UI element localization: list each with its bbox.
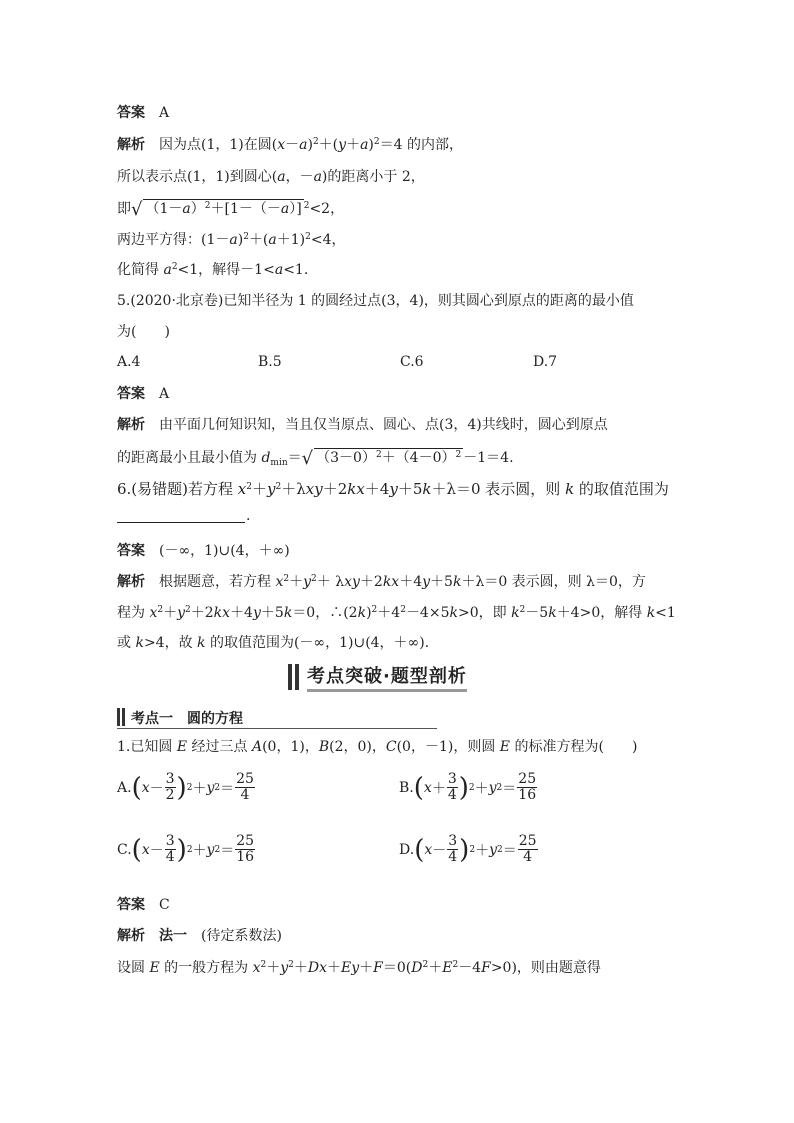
- q6-stem: 6.(易错题)若方程 $x^2+y^2+\lambda xy+2kx+4y+5k+\lambda=0$ 表示圆，则 k 的取值范围为: [117, 480, 669, 498]
- banner-title: 考点突破·题型剖析: [307, 662, 467, 692]
- analysis-line-2: 所以表示点(1，1)到圆心(a，－a)的距离小于 2，: [117, 169, 425, 185]
- analysis-line-1: 解析 因为点(1，1)在圆$(x-a)^2+(y+a)^2=4$ 的内部，: [117, 137, 463, 153]
- q1-stem: 1.已知圆 E 经过三点 A(0，1)，B(2，0)，C(0，－1)，则圆 E 的标准方程为( ): [117, 739, 638, 755]
- section-bar-icon: [117, 708, 120, 726]
- q6-analysis-line-2: 程为 $x^2+y^2+2kx+4y+5k=0$，$\therefore(2k)^2+4^2-4\times 5k>0$，即 $k^2-5k+4>0$，解得 k<1: [117, 605, 676, 621]
- section-bar-icon: [122, 708, 125, 726]
- q1-analysis-method: 解析 法一 (待定系数法): [117, 928, 282, 944]
- q5-option-d: D.7: [533, 354, 558, 370]
- q1-option-c: C. ( x － $\frac{3}{4}$ ) 2 ＋ y 2 ＝ $\frac{25}{16}$: [117, 833, 255, 865]
- section-underline: [117, 728, 437, 729]
- q6-analysis-line-3: 或 k>4，故 k 的取值范围为(－∞，1)∪(4，＋∞).: [117, 635, 430, 651]
- q1-option-b: B. ( x ＋ $\frac{3}{4}$ ) 2 ＋ y 2 ＝ $\frac{25}{16}$: [399, 771, 537, 803]
- banner-bar-icon: [295, 664, 299, 690]
- q5-option-c: C.6: [400, 354, 424, 370]
- answer-blank: [117, 522, 245, 523]
- q5-analysis-line-1: 解析 由平面几何知识知，当且仅当原点、圆心、点(3，4)共线时，圆心到原点: [117, 417, 608, 433]
- answer-value: A: [159, 105, 170, 121]
- method-label: 法一: [159, 928, 187, 944]
- blank-period: .: [246, 508, 251, 524]
- q5-stem-line-2: 为( ): [117, 324, 170, 340]
- analysis-line-5: 化简得 $a^2<1$，解得－1<a<1.: [117, 262, 309, 278]
- q5-stem-line-1: 5.(2020·北京卷)已知半径为 1 的圆经过点(3，4)，则其圆心到原点的距离的最小值: [117, 293, 634, 309]
- analysis-line-4: 两边平方得：$(1-a)^2+(a+1)^2<4$，: [117, 232, 346, 248]
- q6-analysis-line-1: 解析 根据题意，若方程 $x^2+y^2+ \lambda xy+2kx+4y+5k+\lambda=0$ 表示圆，则 λ＝0，方: [117, 574, 646, 590]
- analysis-label: 解析: [117, 137, 145, 153]
- q1-option-d: D. ( x － $\frac{3}{4}$ ) 2 ＋ y 2 ＝ $\frac{25}{4}$: [399, 833, 537, 865]
- banner-bar-icon: [288, 664, 292, 690]
- q1-analysis-line-2: 设圆 E 的一般方程为 $x^2+y^2+Dx+Ey+F=0(D^2+E^2-4F>0)$，则由题意得: [117, 960, 601, 976]
- q5-analysis-line-2: 的距离最小且最小值为 $d_{min}=√$ $(3-0)^2+(4-0)^2 -1=4$.: [117, 448, 514, 469]
- analysis-line-3: 即√ $(1-a)^2+[1-(-a)]$ $^2$<2，: [117, 199, 345, 220]
- q6-answer: 答案 (－∞，1)∪(4，＋∞): [117, 543, 290, 559]
- q1-answer: 答案 C: [117, 897, 170, 913]
- q5-option-b: B.5: [258, 354, 282, 370]
- section-title: 考点一 圆的方程: [131, 711, 243, 727]
- sqrt-expression: $(1-a)^2+[1-(-a)]$: [145, 201, 302, 217]
- q1-option-a: A. ( x － $\frac{3}{2}$ ) 2 ＋ y 2 ＝ $\frac{25}{4}$: [117, 771, 254, 803]
- q5-answer: 答案 A: [117, 386, 170, 402]
- section-header: [117, 706, 437, 728]
- q5-option-a: A.4: [117, 354, 141, 370]
- answer-line-1: [117, 104, 169, 122]
- section-banner: [288, 664, 506, 690]
- answer-label: 答案: [117, 105, 145, 121]
